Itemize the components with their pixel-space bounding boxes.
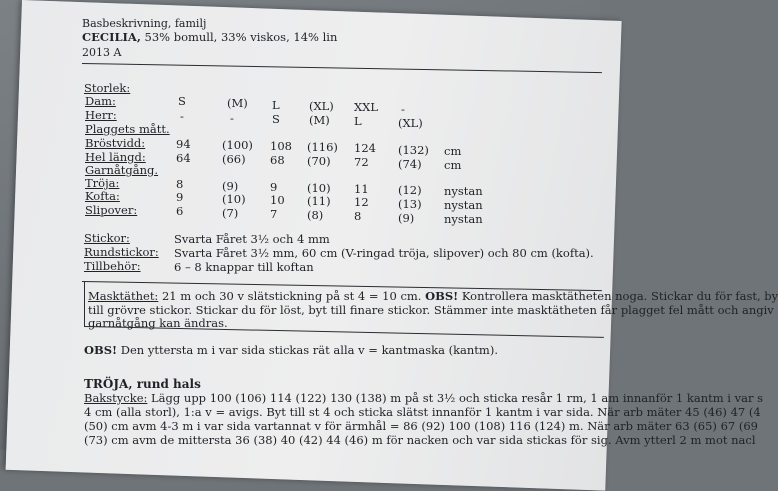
cell: 124 (354, 141, 376, 155)
bakstycke-line-3: (50) cm avm 4-3 m i var sida vartannat v för ärmhål = 86 (92) 100 (108) 116 (124) m. När arb mäter 63 (65) 67 (69 (84, 419, 758, 433)
gauge-line-2: till grövre stickor. Stickar du för löst, byt till finare stickor. Stämmer inte masktätheten får plagget fel mått och angiv (88, 303, 774, 317)
gauge-text-cont: Kontrollera masktätheten noga. Stickar du för fast, by (458, 289, 778, 303)
tillbehor-value: 6 – 8 knappar till koftan (174, 260, 314, 274)
cell: 72 (354, 155, 369, 169)
note-obs: OBS! (84, 343, 118, 357)
cell: (116) (307, 140, 338, 154)
row-label-hel-langd: Hel längd: (85, 150, 146, 164)
row-label-garnatgang: Garnåtgång. (85, 163, 159, 177)
cell: (13) (398, 197, 422, 211)
cell: 7 (270, 207, 278, 221)
cell: 9 (176, 190, 184, 204)
gauge-text: 21 m och 30 v slätstickning på st 4 = 10 cm. (158, 289, 426, 303)
gauge-obs: OBS! (425, 289, 459, 303)
cell: L (272, 98, 280, 112)
section-title: TRÖJA, rund hals (84, 377, 201, 391)
bakstycke-line-4: (73) cm avm de mittersta 36 (38) 40 (42) 44 (46) m för nacken och var sida stickas för sig. Avm ytterl 2 m mot nacl (84, 433, 756, 447)
cell: (M) (227, 96, 248, 110)
doc-title (82, 31, 337, 44)
cell: (66) (222, 152, 246, 166)
stickor-label: Stickor: (84, 231, 130, 245)
tillbehor-label: Tillbehör: (84, 259, 141, 273)
unit: nystan (444, 184, 483, 198)
cell: - (180, 109, 184, 123)
cell: XXL (354, 100, 379, 114)
rundstickor-value: Svarta Fåret 3½ mm, 60 cm (V-ringad tröja, slipover) och 80 cm (kofta). (174, 246, 594, 260)
yarn-composition: 53% bomull, 33% viskos, 14% lin (140, 30, 338, 44)
cell: - (230, 111, 234, 125)
bakstycke-line-1 (84, 392, 763, 405)
gauge-line-3: garnåtgång kan ändras. (88, 316, 228, 330)
cell: 8 (176, 177, 184, 191)
bakstycke-line-2: 4 cm (alla storl), 1:a v = avigs. Byt till st 4 och sticka slätst innanför 1 kantm i var sida. När arb mäter 45 (46) 47 (4 (84, 405, 761, 419)
cell: (12) (398, 183, 422, 197)
cell: 68 (270, 153, 285, 167)
cell: (11) (307, 194, 331, 208)
unit: nystan (444, 198, 483, 212)
cell: 108 (270, 139, 292, 153)
row-label-slipover: Slipover: (85, 203, 138, 217)
cell: (M) (309, 113, 330, 127)
cell: 94 (176, 137, 191, 151)
doc-category: Basbeskrivning, familj (82, 17, 207, 30)
cell: (9) (398, 211, 415, 225)
cell: (XL) (398, 116, 423, 130)
row-label-dam: Dam: (85, 94, 116, 108)
unit: nystan (444, 212, 483, 226)
cell: - (401, 102, 405, 116)
doc-code: 2013 A (82, 46, 122, 59)
cell: (132) (398, 143, 429, 157)
masktathet-label: Masktäthet: (88, 289, 159, 303)
cell: 10 (270, 193, 285, 207)
header-rule (82, 63, 602, 73)
cell: (10) (307, 181, 331, 195)
row-label-brostvidd: Bröstvidd: (85, 136, 146, 150)
unit: cm (444, 158, 462, 172)
cell: (100) (222, 138, 253, 152)
unit: cm (444, 144, 462, 158)
storlek-label: Storlek: (84, 81, 131, 95)
cell: (XL) (309, 99, 334, 113)
gauge-left-rule (84, 282, 85, 327)
cell: S (178, 94, 186, 108)
row-label-plaggets-matt: Plaggets mått. (85, 122, 170, 136)
cell: L (354, 114, 362, 128)
cell: (70) (307, 154, 331, 168)
cell: 9 (270, 180, 278, 194)
cell: (10) (222, 192, 246, 206)
cell: 8 (354, 209, 362, 223)
row-label-kofta: Kofta: (85, 189, 120, 203)
kantmaska-note (84, 344, 498, 357)
bakstycke-label: Bakstycke: (84, 391, 148, 405)
cell: S (272, 112, 280, 126)
bakstycke-text: Lägg upp 100 (106) 114 (122) 130 (138) m på st 3½ och sticka resår 1 rm, 1 am innanför 1 kantm i var s (147, 391, 764, 405)
rundstickor-label: Rundstickor: (84, 245, 159, 259)
stickor-value: Svarta Fåret 3½ och 4 mm (174, 232, 330, 246)
cell: 11 (354, 182, 369, 196)
cell: (74) (398, 157, 422, 171)
cell: (9) (222, 179, 239, 193)
cell: 64 (176, 151, 191, 165)
note-text: Den yttersta m i var sida stickas rät alla v = kantmaska (kantm). (117, 343, 498, 357)
cell: 12 (354, 195, 369, 209)
cell: (7) (222, 206, 239, 220)
row-label-herr: Herr: (85, 108, 117, 122)
gauge-line-1 (88, 290, 778, 303)
cell: 6 (176, 204, 184, 218)
pattern-name: CECILIA, (82, 30, 141, 44)
cell: (8) (307, 208, 324, 222)
row-label-troja: Tröja: (85, 176, 120, 190)
